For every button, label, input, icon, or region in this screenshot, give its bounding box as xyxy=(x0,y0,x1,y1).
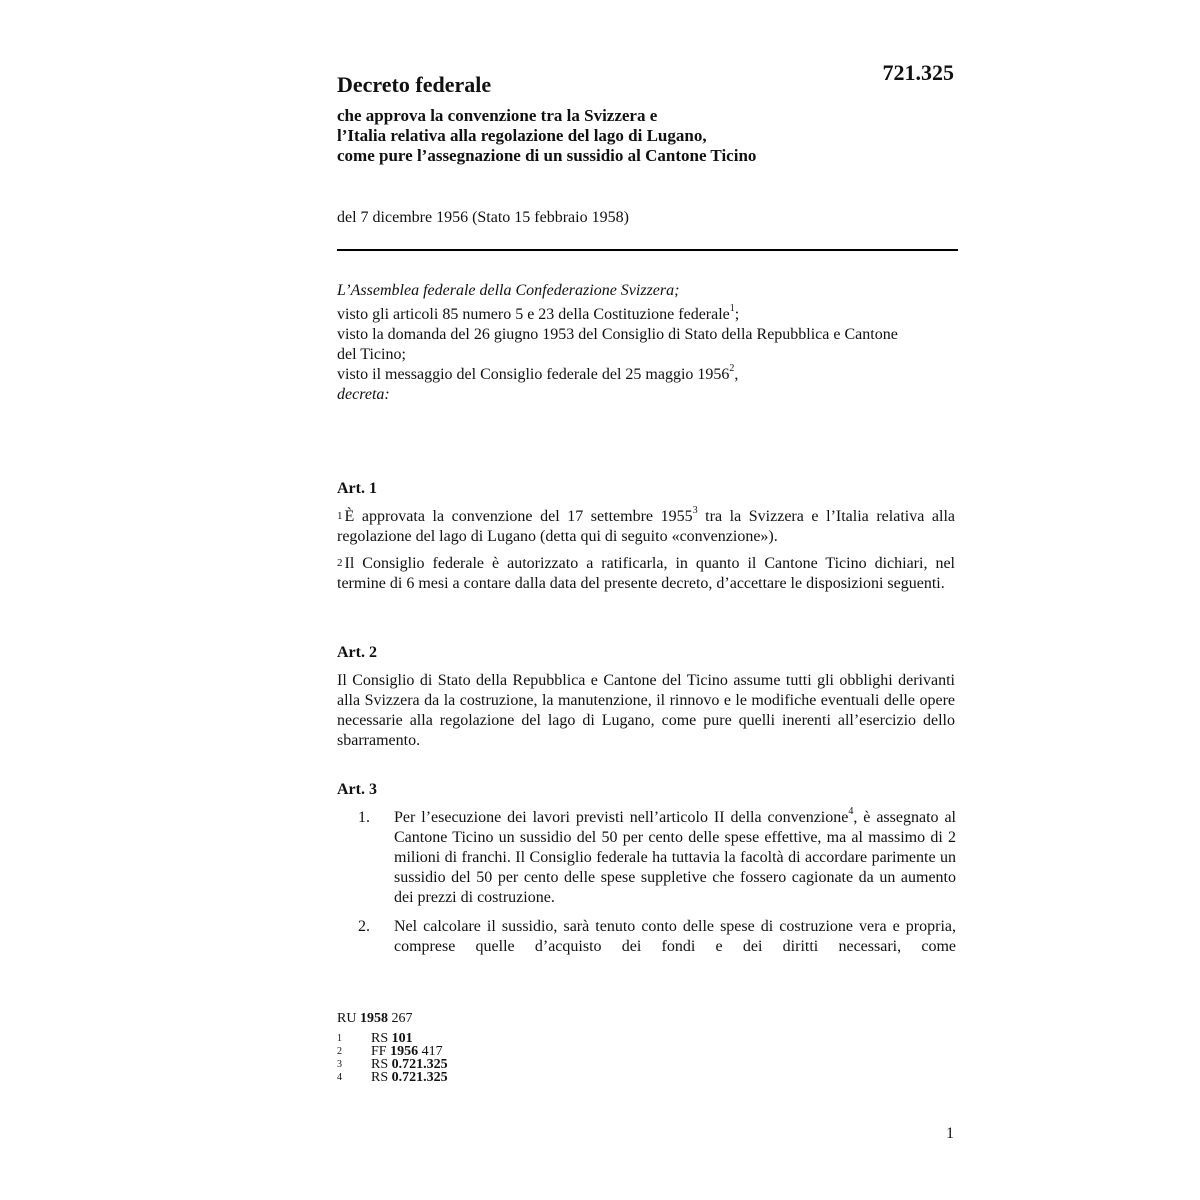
footnote: 1 RS 101 xyxy=(337,1031,413,1046)
preamble-line-3: visto il messaggio del Consiglio federale del 25 maggio 1956$^2$, xyxy=(337,363,739,383)
art-1-paragraph-2: $^2$ Il Consiglio federale è autorizzato a ratificarla, in quanto il Cantone Ticino dichiari, nel termine di 6 mesi a contare dalla data del presente decreto, d’accettare le disposizioni seguenti. xyxy=(337,555,955,592)
document-date: del 7 dicembre 1956 (Stato 15 febbraio 1958) xyxy=(337,209,629,226)
preamble-line-2: visto la domanda del 26 giugno 1953 del Consiglio di Stato della Repubblica e Cantone del Ticino; xyxy=(337,326,898,363)
document-subtitle xyxy=(337,106,957,166)
header-divider xyxy=(337,249,958,251)
subtitle-line: l’Italia relativa alla regolazione del lago di Lugano, xyxy=(337,126,707,145)
document-title: Decreto federale xyxy=(337,72,492,97)
preamble-assembly: L’Assemblea federale della Confederazione Svizzera; xyxy=(337,282,680,299)
footnote-ref[interactable]: 1 xyxy=(729,303,735,314)
art-2-text: Il Consiglio di Stato della Repubblica e Cantone del Ticino assume tutti gli obblighi derivanti alla Svizzera da la costruzione, la manutenzione, il rinnovo e le modifiche eventuali delle opere necessarie alla regolazione del lago di Lugano, come pure quelli inerenti all’esercizio dello sbarramento. xyxy=(337,672,955,749)
art-2-heading: Art. 2 xyxy=(337,644,377,661)
preamble-decreta: decreta: xyxy=(337,386,390,403)
subtitle-line: che approva la convenzione tra la Svizzera e xyxy=(337,106,658,125)
art-3-item-2: 2. Nel calcolare il sussidio, sarà tenuto conto delle spese di costruzione vera e propria, comprese quelle d’acquisto dei fondi e dei diritti necessari, come xyxy=(358,918,956,955)
art-1-heading: Art. 1 xyxy=(337,480,377,497)
art-1-paragraph-1: $^1$ È approvata la convenzione del 17 settembre 1955$^3$ tra la Svizzera e l’Italia relativa alla regolazione del lago di Lugano (detta qui di seguito «convenzione»). xyxy=(337,505,955,545)
footnote: 3 RS 0.721.325 xyxy=(337,1057,448,1072)
footnote-ref[interactable]: 4 xyxy=(848,806,854,817)
art-3-heading: Art. 3 xyxy=(337,781,377,798)
preamble-considerations xyxy=(337,305,955,405)
page-number: 1 xyxy=(946,1125,954,1142)
ru-reference: RU 1958 267 xyxy=(337,1011,413,1026)
document-number: 721.325 xyxy=(882,60,954,85)
footnote-ref[interactable]: 2 xyxy=(729,363,735,374)
footnote: 2 FF 1956 417 xyxy=(337,1044,443,1059)
art-3-item-1: 1. Per l’esecuzione dei lavori previsti nell’articolo II della convenzione$^4$, è assegnato al Cantone Ticino un sussidio del 50 per cento delle spese effettive, ma al massimo di 2 milioni di franchi. Il Consiglio federale ha tuttavia la facoltà di accordare parimente un sussidio del 50 per cento delle spese suppletive che fossero cagionate da un aumento dei prezzi di costruzione. xyxy=(358,806,956,906)
footnote-ref[interactable]: 3 xyxy=(692,505,698,516)
subtitle-line: come pure l’assegnazione di un sussidio al Cantone Ticino xyxy=(337,146,757,165)
preamble-line-1: visto gli articoli 85 numero 5 e 23 della Costituzione federale$^1$; xyxy=(337,303,740,323)
footnote: 4 RS 0.721.325 xyxy=(337,1070,448,1085)
footnotes xyxy=(337,1032,448,1084)
